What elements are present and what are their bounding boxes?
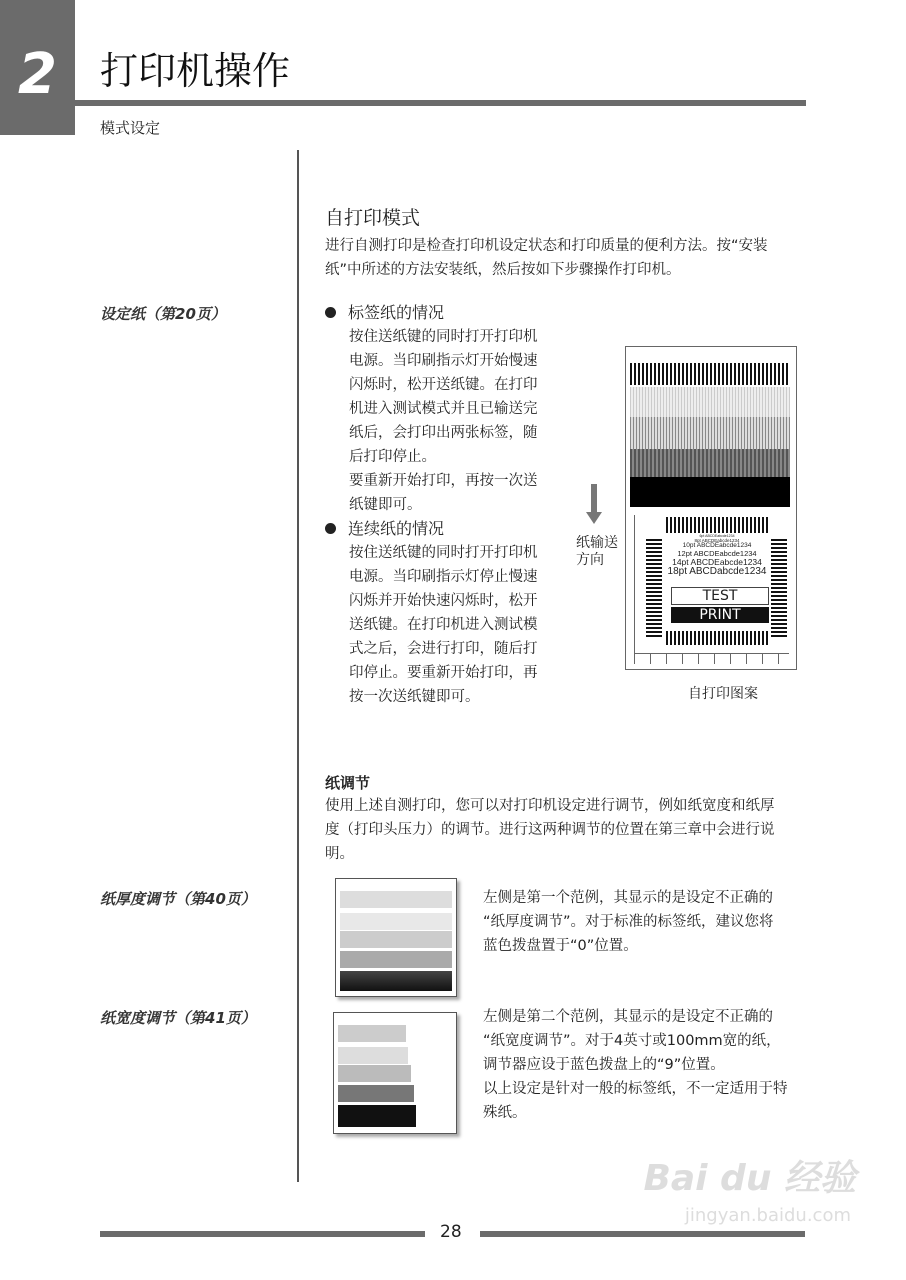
figure-caption: 自打印图案: [688, 686, 758, 702]
watermark-logo: Bai du 经验: [643, 1158, 856, 1199]
body-line: 左侧是第二个范例，其显示的是设定不正确的: [483, 1009, 773, 1025]
body-line: 以上设定是针对一般的标签纸，不一定适用于特: [483, 1081, 788, 1097]
page-title: 打印机操作: [100, 49, 291, 93]
body-line: 送纸键。在打印机进入测试模: [349, 617, 538, 633]
print-label: PRINT: [671, 607, 769, 623]
body-line: 度（打印头压力）的调节。进行这两种调节的位置在第三章中会进行说: [325, 822, 775, 838]
intro-line: 纸”中所述的方法安装纸，然后按如下步骤操作打印机。: [325, 262, 681, 278]
thickness-sample-image: [335, 878, 457, 997]
page-number: 28: [440, 1222, 462, 1242]
self-print-heading: 自打印模式: [325, 207, 421, 229]
body-line: 使用上述自测打印，您可以对打印机设定进行调节，例如纸宽度和纸厚: [325, 798, 775, 814]
side-ref-thickness: 纸厚度调节（第40页）: [100, 890, 256, 908]
body-line: 左侧是第一个范例，其显示的是设定不正确的: [483, 890, 773, 906]
sample-font-line: 14pt ABCDEabcde1234: [672, 557, 762, 568]
footer-rule-left: [100, 1231, 425, 1237]
continuous-case-heading: 连续纸的情况: [348, 519, 445, 538]
body-line: 按住送纸键的同时打开打印机: [349, 545, 538, 561]
body-line: 机进入测试模式并且已输送完: [349, 401, 538, 417]
side-ref-width: 纸宽度调节（第41页）: [100, 1009, 256, 1027]
watermark-url: jingyan.baidu.com: [684, 1205, 851, 1226]
bullet-icon: [325, 307, 336, 318]
body-line: 殊纸。: [483, 1105, 527, 1121]
body-line: 闪烁时，松开送纸键。在打印: [349, 377, 538, 393]
body-line: 要重新开始打印，再按一次送: [349, 473, 538, 489]
body-line: “纸宽度调节”。对于4英寸或100mm宽的纸，: [483, 1033, 781, 1049]
feed-label: 方向: [576, 552, 604, 568]
intro-line: 进行自测打印是检查打印机设定状态和打印质量的便利方法。按“安装: [325, 238, 768, 254]
width-sample-image: [333, 1012, 457, 1134]
body-line: 按住送纸键的同时打开打印机: [349, 329, 538, 345]
sample-font-line: 12pt ABCDEabcde1234: [677, 549, 757, 559]
body-line: 调节器应设于蓝色拨盘上的“9”位置。: [483, 1057, 725, 1073]
label-case-heading: 标签纸的情况: [348, 303, 445, 322]
body-line: 纸后，会打印出两张标签，随: [349, 425, 538, 441]
body-line: 电源。当印刷指示灯停止慢速: [349, 569, 538, 585]
section-subtitle: 模式设定: [100, 119, 161, 137]
self-print-section: [325, 203, 768, 282]
chapter-number: 2: [0, 0, 75, 135]
body-line: 按一次送纸键即可。: [349, 689, 480, 705]
feed-direction-arrow-icon: [589, 484, 599, 524]
body-line: 印停止。要重新开始打印，再: [349, 665, 538, 681]
sample-font-line: 6pt ABCDEabcde1234: [699, 534, 735, 538]
bullet-icon: [325, 523, 336, 534]
body-line: 式之后，会进行打印，随后打: [349, 641, 538, 657]
body-line: 明。: [325, 846, 354, 862]
sample-font-line: 8pt ABCDEabcde1234: [694, 537, 740, 543]
paper-adjust-section: [325, 772, 810, 866]
sample-font-line: 18pt ABCDabcde1234: [667, 566, 767, 577]
footer-rule-right: [480, 1231, 805, 1237]
label-case: [325, 301, 565, 709]
body-line: 蓝色拨盘置于“0”位置。: [483, 938, 638, 954]
column-divider: [297, 150, 299, 1182]
self-print-pattern-figure: [625, 346, 797, 670]
body-line: 电源。当印刷指示灯开始慢速: [349, 353, 538, 369]
body-line: “纸厚度调节”。对于标准的标签纸，建议您将: [483, 914, 774, 930]
test-label: TEST: [671, 587, 769, 605]
paper-adjust-heading: 纸调节: [325, 774, 371, 792]
header-rule: [75, 100, 806, 106]
body-line: 纸键即可。: [349, 497, 422, 513]
feed-label: 纸输送: [576, 535, 618, 551]
sample-font-line: 10pt ABCDEabcde1234: [682, 542, 752, 550]
body-line: 后打印停止。: [349, 449, 436, 465]
body-line: 闪烁并开始快速闪烁时，松开: [349, 593, 538, 609]
side-ref-load-paper: 设定纸（第20页）: [100, 305, 226, 323]
